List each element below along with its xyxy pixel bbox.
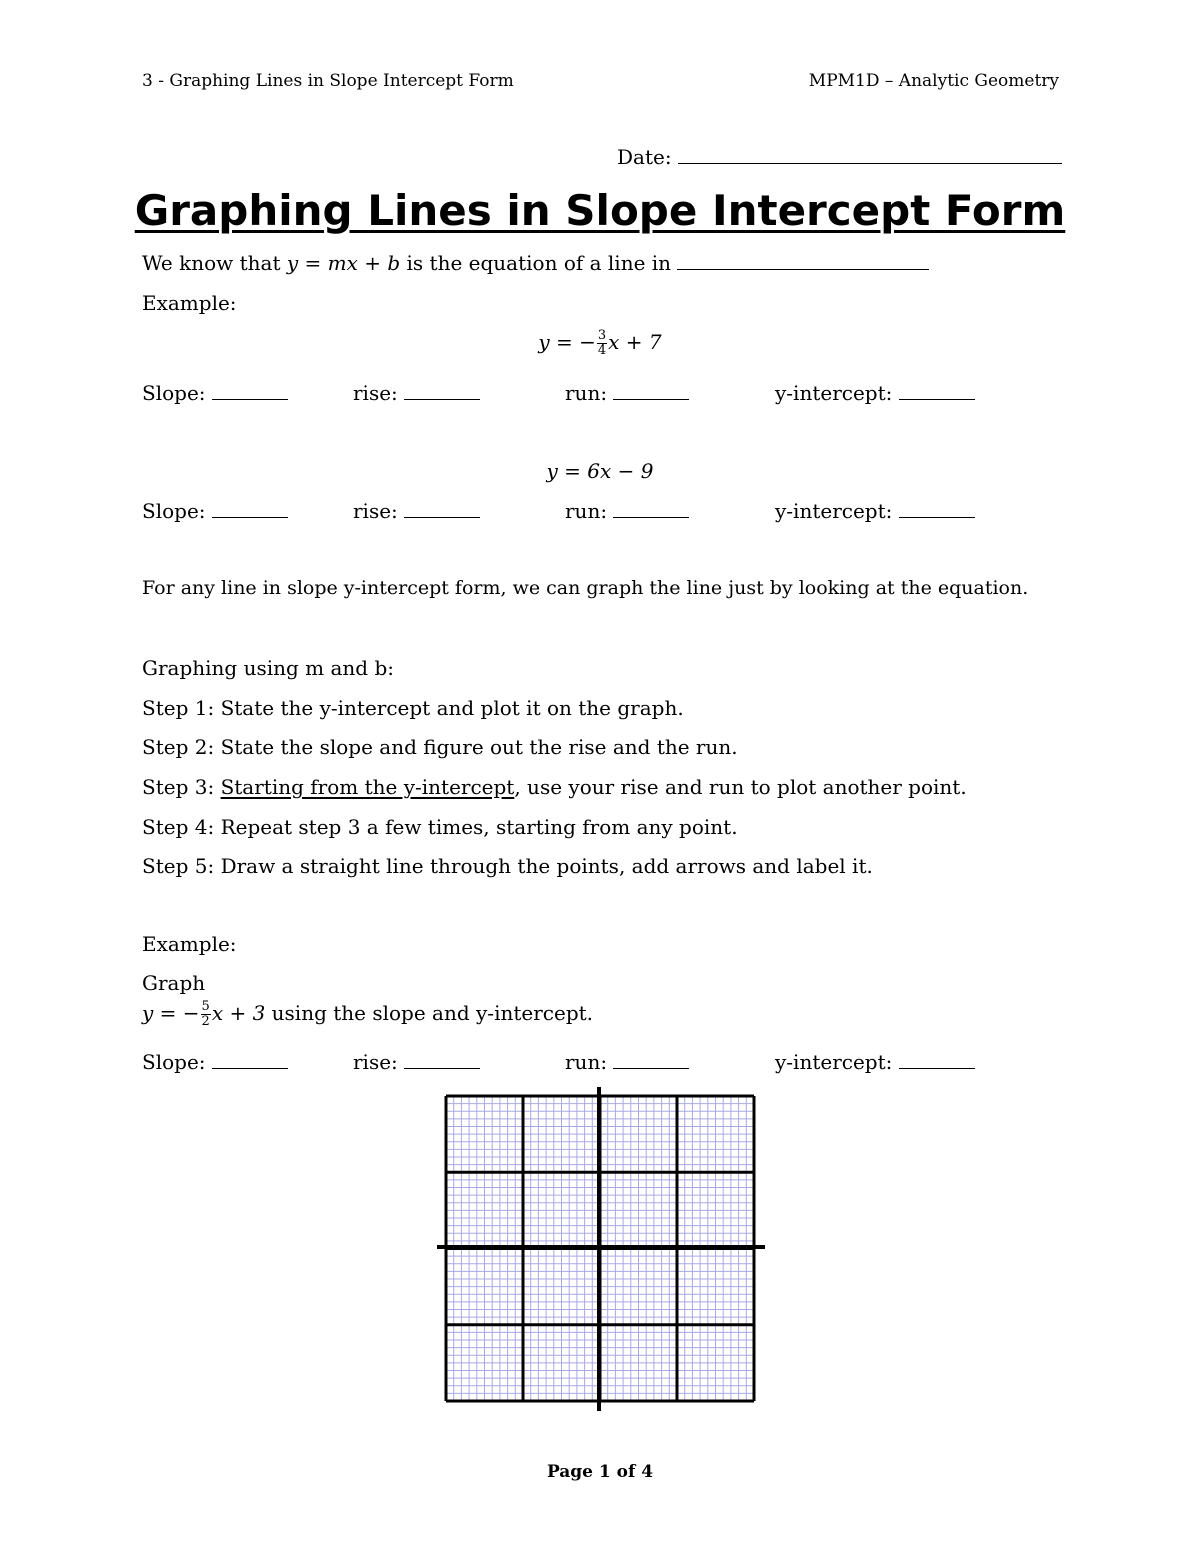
intro-suffix: is the equation of a line in — [400, 251, 672, 275]
step-label: Step 5: — [142, 854, 215, 878]
example-label: Example: — [142, 291, 237, 315]
example3-eq-prefix: y = − — [142, 1001, 200, 1025]
step-underlined: Starting from the y-intercept — [220, 775, 515, 799]
header-left: 3 - Graphing Lines in Slope Intercept Form — [142, 71, 514, 91]
example3-frac-num: 5 — [201, 999, 210, 1014]
run-label: run: — [565, 381, 608, 405]
example3-label: Example: — [142, 932, 237, 956]
example1-eq-suffix: x + 7 — [608, 330, 662, 354]
example1-frac-den: 4 — [597, 343, 607, 358]
step-text: State the slope and figure out the rise and the run. — [220, 735, 738, 759]
intro-prefix: We know that — [142, 251, 287, 275]
rise-label: rise: — [353, 381, 398, 405]
statement: For any line in slope y-intercept form, we can graph the line just by looking at the equation. — [142, 577, 1029, 599]
header-right: MPM1D – Analytic Geometry — [808, 71, 1059, 91]
step-label: Step 1: — [142, 696, 215, 720]
example3-tail: using the slope and y-intercept. — [265, 1001, 594, 1025]
step-text: State the y-intercept and plot it on the graph. — [220, 696, 684, 720]
example3-graph-word: Graph — [142, 971, 206, 995]
step-text: Repeat step 3 a few times, starting from any point. — [220, 815, 738, 839]
rise-label: rise: — [353, 499, 398, 523]
yint-label: y-intercept: — [775, 499, 893, 523]
date-label: Date: — [617, 145, 672, 169]
example1-eq-prefix: y = − — [538, 330, 596, 354]
step-label: Step 2: — [142, 735, 215, 759]
run-label: run: — [565, 499, 608, 523]
rise-label: rise: — [353, 1050, 398, 1074]
slope-label: Slope: — [142, 381, 206, 405]
yint-label: y-intercept: — [775, 381, 893, 405]
run-label: run: — [565, 1050, 608, 1074]
step-label: Step 3: — [142, 775, 215, 799]
example3-eq-suffix: x + 3 — [211, 1001, 266, 1025]
yint-label: y-intercept: — [775, 1050, 893, 1074]
step-label: Step 4: — [142, 815, 215, 839]
slope-label: Slope: — [142, 499, 206, 523]
example3-frac-den: 2 — [201, 1014, 210, 1029]
intro-equation: y = mx + b — [286, 251, 401, 275]
example2-eq: y = 6x − 9 — [546, 459, 654, 483]
step-text: Draw a straight line through the points, add arrows and label it. — [220, 854, 873, 878]
method-title: Graphing using m and b: — [142, 656, 394, 680]
example1-frac-num: 3 — [597, 328, 607, 343]
page-title: Graphing Lines in Slope Intercept Form — [134, 186, 1066, 235]
slope-label: Slope: — [142, 1050, 206, 1074]
step-text: , use your rise and run to plot another point. — [514, 775, 967, 799]
page-footer: Page 1 of 4 — [546, 1462, 654, 1482]
